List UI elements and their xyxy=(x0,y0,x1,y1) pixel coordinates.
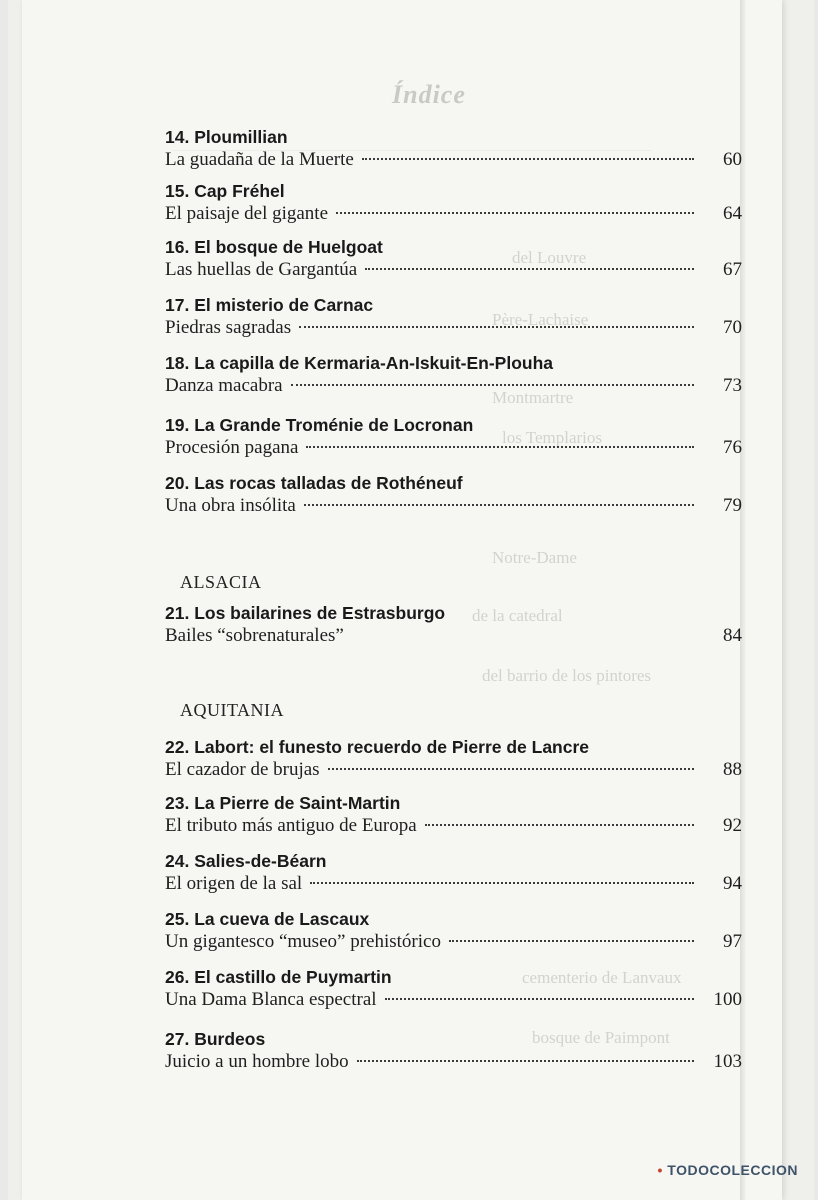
leader-dots xyxy=(304,504,694,506)
leader-dots xyxy=(425,824,694,826)
entry-subtitle: Las huellas de Gargantúa xyxy=(165,259,358,280)
leader-dots xyxy=(306,446,694,448)
toc-entry xyxy=(165,850,742,896)
entry-subtitle: Juicio a un hombre lobo xyxy=(165,1051,349,1072)
entry-title: 18. La capilla de Kermaria-An-Iskuit-En-Plouha xyxy=(165,353,554,373)
page-number: 67 xyxy=(723,259,742,280)
bleed-text: de la catedral xyxy=(472,606,563,625)
leader-dots xyxy=(365,268,694,270)
entry-title: 22. Labort: el funesto recuerdo de Pierre de Lancre xyxy=(165,737,590,757)
bleed-text: los Templarios xyxy=(502,428,603,447)
entry-subtitle: Una Dama Blanca espectral xyxy=(165,989,377,1010)
leader-dots xyxy=(291,384,694,386)
leader-dots xyxy=(362,158,694,160)
page-header: Índice xyxy=(392,80,466,109)
page-number: 76 xyxy=(723,437,742,458)
toc-entry xyxy=(165,236,742,282)
leader-dots xyxy=(299,326,694,328)
page-number: 94 xyxy=(723,873,742,894)
toc-entry xyxy=(165,602,742,648)
leader-dots xyxy=(385,998,694,1000)
entry-subtitle: Un gigantesco “museo” prehistórico xyxy=(165,931,441,952)
entry-title: 26. El castillo de Puymartin xyxy=(165,967,392,987)
entry-title: 14. Ploumillian xyxy=(165,127,288,147)
entry-title: 19. La Grande Troménie de Locronan xyxy=(165,415,474,435)
page-number: 92 xyxy=(723,815,742,836)
bleed-text: Montmartre xyxy=(492,388,574,407)
bleed-text: cementerio de Lanvaux xyxy=(522,968,682,987)
toc-entry xyxy=(165,736,742,782)
entry-title: 20. Las rocas talladas de Rothéneuf xyxy=(165,473,463,493)
entry-title: 17. El misterio de Carnac xyxy=(165,295,374,315)
entry-subtitle: El origen de la sal xyxy=(165,873,303,894)
entry-title: 16. El bosque de Huelgoat xyxy=(165,237,383,257)
toc-entry xyxy=(165,126,742,172)
watermark-text: TODOCOLECCION xyxy=(667,1162,798,1178)
page-number: 100 xyxy=(713,989,742,1010)
entry-title: 25. La cueva de Lascaux xyxy=(165,909,370,929)
entry-subtitle: Bailes “sobrenaturales” xyxy=(165,625,344,646)
leader-dots xyxy=(328,768,694,770)
page-number: 88 xyxy=(723,759,742,780)
toc-entry xyxy=(165,180,742,226)
page-number: 73 xyxy=(723,375,742,396)
entry-subtitle: Procesión pagana xyxy=(165,437,299,458)
entry-subtitle: La guadaña de la Muerte xyxy=(165,149,354,170)
page-number: 60 xyxy=(723,149,742,170)
bleed-text: Notre-Dame xyxy=(492,548,577,567)
toc-entry xyxy=(165,294,742,340)
watermark-logo xyxy=(658,1162,799,1178)
page-number: 84 xyxy=(723,625,742,646)
entry-subtitle: Una obra insólita xyxy=(165,495,296,516)
entry-subtitle: Danza macabra xyxy=(165,375,283,396)
entry-title: 23. La Pierre de Saint-Martin xyxy=(165,793,401,813)
entry-subtitle: El paisaje del gigante xyxy=(165,203,329,224)
book-page xyxy=(22,0,782,1200)
toc-entry xyxy=(165,966,742,1012)
toc-entry xyxy=(165,908,742,954)
entry-subtitle: El tributo más antiguo de Europa xyxy=(165,815,417,836)
entry-title: 15. Cap Fréhel xyxy=(165,181,285,201)
entry-subtitle: El cazador de brujas xyxy=(165,759,320,780)
leader-dots xyxy=(336,212,694,214)
bleed-text: bosque de Paimpont xyxy=(532,1028,670,1047)
bleed-text: del Louvre xyxy=(512,248,587,267)
page-number: 79 xyxy=(723,495,742,516)
leader-dots xyxy=(310,882,694,884)
leader-dots xyxy=(449,940,694,942)
entry-subtitle: Piedras sagradas xyxy=(165,317,292,338)
toc-entry xyxy=(165,792,742,838)
page-number: 64 xyxy=(723,203,742,224)
toc-entry xyxy=(165,1028,742,1074)
entry-title: 24. Salies-de-Béarn xyxy=(165,851,327,871)
page-number: 103 xyxy=(713,1051,742,1072)
toc-entry xyxy=(165,352,742,398)
toc-entry xyxy=(165,414,742,460)
toc-entry xyxy=(165,472,742,518)
page-number: 70 xyxy=(723,317,742,338)
page-number: 97 xyxy=(723,931,742,952)
bleed-text: Père-Lachaise xyxy=(492,310,589,329)
bleed-text: del barrio de los pintores xyxy=(482,666,652,685)
entry-title: 21. Los bailarines de Estrasburgo xyxy=(165,603,446,623)
section-heading: ALSACIA xyxy=(180,572,262,592)
section-heading: AQUITANIA xyxy=(180,700,285,720)
entry-title: 27. Burdeos xyxy=(165,1029,266,1049)
watermark-dot-icon: • xyxy=(657,1162,663,1178)
leader-dots xyxy=(357,1060,694,1062)
